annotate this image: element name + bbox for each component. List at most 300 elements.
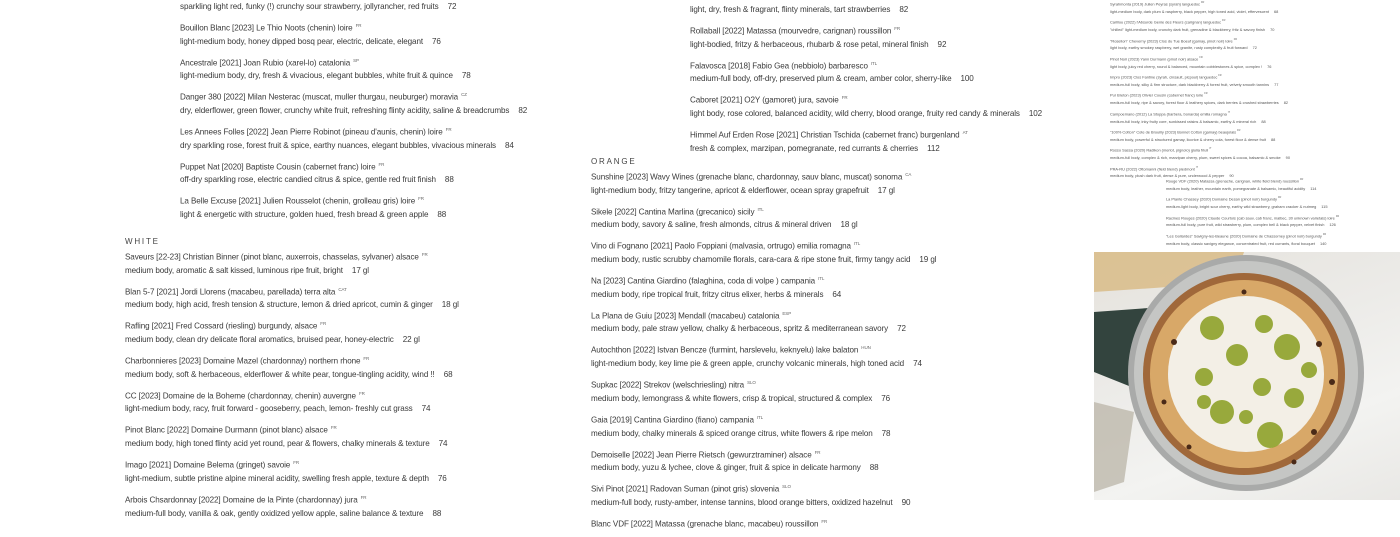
wine-price: 88 [444,175,454,185]
country-code: FR [320,321,327,327]
country-code: SP [353,57,359,63]
wine-entry [591,446,936,475]
wine-description-line [125,298,459,311]
section-heading-white: WHITE [125,237,160,246]
country-code: FR [1335,214,1340,218]
wine-description: light-medium body, key lime pie & green apple, crunchy volcanic minerals, high toned acid [591,359,905,369]
country-code: CA [905,172,912,177]
country-code: SLO [782,484,791,490]
wine-name: Bouillon Blanc [2023] Le Thio Noots (chenin) loire [180,23,353,33]
wine-title-line [125,283,459,299]
wine-name: Himmel Auf Erden Rose [2021] Christian Tschida (cabernet franc) burgenland [690,130,960,140]
wine-description-line [1110,99,1290,107]
pizza-image [1094,252,1400,500]
wine-entry [1110,109,1290,125]
wine-price: 18 gl [840,220,858,230]
wine-title-line [690,126,1042,142]
wine-description-line [1110,63,1290,71]
wine-entry [1110,145,1290,161]
wine-description: light & energetic with structure, golden hued, fresh bread & green apple [180,210,429,220]
wine-entry [180,158,527,187]
wine-name: Rollaball [2022] Matassa (mourvedre, carignan) roussillon [690,26,892,36]
wine-description: medium body, plush dark fruit, dense & pure, underwood & pepper [1110,173,1225,179]
wine-price: 17 gl [877,185,895,195]
wine-price: 77 [1274,81,1279,87]
country-code: FR [1218,74,1222,78]
wine-title-line [591,168,936,184]
wine-description-line [591,427,936,440]
wine-price: 90 [1285,155,1290,161]
wine-description-line [1110,154,1290,162]
wine-price: 126 [1329,222,1336,228]
red-list-right [1110,0,1290,182]
wine-title-line [1166,231,1339,240]
wine-name: Na [2023] Cantina Giardino (falaghina, coda di volpe ) campania [591,276,816,286]
wine-description: medium body, leather, mountain earth, pomegranate & balsamic, beautiful acidity [1166,185,1306,191]
wine-title-line [591,237,936,253]
wine-name: Puppet Nat [2020] Baptiste Cousin (cabernet franc) loire [180,162,376,172]
wine-description-line [125,437,459,450]
wine-entry [125,456,459,485]
wine-description: medium-full body, vanilla & oak, gently oxidized yellow apple, saline balance & texture [125,508,424,518]
wine-price: 88 [869,463,879,473]
wine-description-line [591,184,936,197]
wine-description-line [180,208,527,221]
pizza-photo [1094,252,1400,500]
wine-title-line [591,341,936,357]
country-code: FR [1300,178,1304,181]
wine-title-line [1110,0,1290,8]
wine-price: 88 [437,210,447,220]
wine-description-line [591,253,936,266]
wine-title-line [1110,72,1290,81]
wine-price: 18 gl [441,300,459,310]
wine-description-line [1166,185,1339,193]
wine-title-line [690,22,1042,38]
country-code: FR [1233,37,1238,41]
wine-description: medium-full body, off-dry, preserved plum & cream, amber color, sherry-like [690,74,952,84]
wine-entry [690,126,1042,155]
country-code: FR [1237,129,1241,133]
wine-title-line [180,123,527,139]
wine-entry [591,341,936,370]
wine-description: off-dry sparkling rose, electric candied citrus & spice, gentle red fruit finish [180,175,436,185]
wine-name: Pur Breton (2023) Olivier Cousin (cabernet franc) loire [1110,92,1204,98]
wine-description-line [591,288,936,301]
wine-entry [591,376,936,405]
wine-title-line [591,411,936,427]
wine-description: light-medium body, dark plum & raspberry, black pepper, high toned acid, violet, effervescent [1110,8,1269,14]
wine-title-line [591,203,936,219]
wine-description: light-medium, subtle pristine alpine mineral acidity, swelling fresh apple, texture & depth [125,473,429,483]
country-code: CAT [338,286,347,292]
wine-entry [125,283,459,312]
wine-description-line [125,402,459,415]
wine-title-line [690,91,1042,107]
wine-title-line [180,192,527,208]
wine-description-line [125,368,459,381]
wine-description-line [1110,81,1290,89]
country-code: FR [1222,19,1226,23]
wine-price: 17 gl [351,265,369,275]
country-code: FR [355,23,362,28]
country-code: ITL [818,276,825,282]
wine-title-line [1110,109,1290,118]
wine-entry [1166,194,1339,210]
wine-description: medium-full body, silky & firm structure, dark blackberry & forest fruit, velvety smooth tannins [1110,81,1270,87]
wine-name: Rosso Sassa (2020) Radikon (merlot, pignolo) giulia friuli [1110,147,1209,153]
wine-description: medium body, high acid, fresh tension & structure, lemon & dried apricot, cumin & ginger [125,300,433,310]
white-section [125,236,459,526]
wine-entry [125,317,459,346]
country-code: ITL [757,206,764,212]
wine-name: Saveurs [22-23] Christian Binner (pinot blanc, auxerrois, chasselas, sylvaner) alsace [125,252,419,262]
wine-description-line [180,139,527,152]
wine-entry [1166,231,1339,247]
wine-title-line [591,515,936,531]
wine-price: 90 [1229,173,1234,179]
wine-description: medium-full body, rusty-amber, intense tannins, blood orange bitters, oxidized hazelnut [591,497,893,507]
country-code: FR [363,356,370,362]
wine-description: light-medium body, dry, fresh & vivacious, elegant bubbles, white fruit & quince [180,71,453,81]
wine-price: 74 [421,404,431,414]
wine-entry [180,54,527,83]
wine-entry [690,57,1042,86]
wine-entry [591,272,936,301]
wine-description: medium body, yuzu & lychee, clove & ginger, fruit & spice in delicate harmony [591,463,861,473]
wine-description-line [690,142,1042,155]
wine-description: dry sparkling rose, forest fruit & spice, earthy nuances, elegant bubbles, vivacious minerals [180,140,496,150]
wine-title-line [1110,17,1290,26]
country-code: FR [358,390,365,396]
country-code: AT [962,130,968,136]
wine-title-line [125,352,459,368]
wine-name: Danger 380 [2022] Milan Nesterac (muscat, muller thurgau, neuburger) moravia [180,93,459,103]
wine-price: 68 [443,369,453,379]
wine-title-line [1110,54,1290,63]
wine-description-line [180,173,527,186]
wine-name: Ancestrale [2021] Joan Rubio (xarel-lo) catalonia [180,58,351,68]
wine-description-line [1166,221,1339,229]
wine-name: Supkac [2022] Strekov (welschriesling) nitra [591,380,745,390]
wine-description-line [591,461,936,474]
wine-description: medium-full body, complex & rich, marzipan cherry, plum, sweet spices & cocoa, balsamic & smoke [1110,155,1281,161]
wine-description-line [125,507,459,520]
wine-price: 88 [432,508,442,518]
wine-entry [1110,17,1290,33]
country-code: IT [1195,165,1199,169]
wine-description-line [591,357,936,370]
wine-title-line [1110,164,1290,173]
country-code: ITL [870,60,878,66]
wine-name: Racines Rouges (2020) Claude Courtois (cab sauv, cab franc, malbec, 30 unknown varietals) loire [1166,214,1335,220]
wine-name: Autochthon [2022] Istvan Bencze (furmint, harslevelu, keknyelu) lake balaton [591,346,859,356]
wine-entry [125,491,459,520]
wine-title-line [1166,176,1339,185]
wine-description-line [1110,26,1290,34]
wine-title-line [180,158,527,174]
wine-title-line [591,480,936,496]
wine-entry [591,237,936,266]
wine-description: medium body, aromatic & salt kissed, luminous ripe fruit, bright [125,265,343,275]
section-heading-orange: ORANGE [591,157,637,166]
country-code: IT [1227,110,1231,114]
wine-price: 72 [447,2,457,11]
wine-description-line [690,107,1042,120]
wine-title-line [125,491,459,507]
country-code: FR [821,518,828,524]
wine-entry [180,0,527,13]
wine-title-line [125,248,459,264]
country-code: FR [421,252,428,257]
wine-description: medium-light body, bright sour cherry, earthy wild strawberry, graham cracker & nutmeg [1166,204,1317,210]
wine-entry [180,192,527,221]
wine-title-line [180,19,527,35]
wine-title-line [591,272,936,288]
wine-title-line [1110,127,1290,136]
wine-name: "Rosellon" Cheverny (2023) Clos du Tue Boeuf (gamay, pinot noir) loire [1110,37,1233,43]
wine-title-line [690,57,1042,73]
wine-price: 82 [899,5,909,14]
wine-name: CC [2023] Domaine de la Boheme (chardonnay, chenin) auvergne [125,391,356,401]
wine-name: Vino di Fognano [2021] Paolo Foppiani (malvasia, ortrugo) emilia romagna [591,242,851,252]
wine-price: 19 gl [919,255,937,265]
wine-entry [591,480,936,509]
wine-name: Falavosca [2018] Fabio Gea (nebbiolo) barbaresco [690,61,868,71]
wine-name: PRA-RU (2022) Ottomanni (field blend) piedmont [1110,165,1195,171]
wine-price: 76 [437,473,447,483]
wine-description-line [591,496,936,509]
wine-description: light body, juicy red cherry, round & balanced, mountain cobblestones & spice, complex ! [1110,63,1263,69]
country-code: FR [894,26,901,31]
wine-description: light-medium body, fritzy tangerine, apricot & elderflower, ocean spray grapefruit [591,185,869,195]
wine-entry [1110,127,1290,143]
wine-name: Imago [2021] Domaine Belema (gringet) savoie [125,460,291,470]
wine-description-line [591,322,936,335]
country-code: ESP [782,310,792,316]
wine-description-line [125,472,459,485]
wine-description: "chilled" light-medium body, crunchy dark fruit, grenadine & blackberry, fritz & savory finish [1110,27,1266,33]
wine-name: La Plante Chassey (2020) Domaine Desan (pinot noir) burgundy [1166,196,1277,202]
wine-price: 78 [461,71,471,81]
country-code: FR [445,127,452,133]
wine-name: Sivi Pinot [2021] Radovan Suman (pinot gris) slovenia [591,484,780,494]
wine-entry [690,3,1042,16]
wine-name: Blan 5-7 [2021] Jordi Llorens (macabeu, parellada) terra alta [125,287,336,297]
country-code: ITL [756,414,764,420]
wine-title-line [1110,36,1290,45]
wine-entry [125,387,459,416]
wine-name: Campoemano (2012) La Stoppa (barbera, bonarda) emilia romagna [1110,111,1227,117]
wine-description: medium body, chalky minerals & spiced orange citrus, white flowers & ripe melon [591,428,873,438]
country-code: FR [1204,92,1208,96]
wine-description: medium body, powerful & structured gamay, licorice & cherry cola, forest floor & dense fruit [1110,136,1266,142]
wine-title-line [591,376,936,392]
wine-description: light body, rose colored, balanced acidity, wild cherry, blood orange, fruity red candy & minerals [690,109,1020,119]
wine-title-line [180,54,527,70]
wine-title-line [180,88,527,104]
wine-price: 22 gl [402,335,420,345]
wine-description-line [180,0,527,13]
wine-description-line [1166,240,1339,248]
wine-description-line [125,264,459,277]
wine-entry [591,203,936,232]
wine-name: "Les Gollardes" Savigny-les-Beaune (2020) Domaine de Chassorney (pinot noir) burgundy [1166,233,1322,239]
wine-description-line [1110,44,1290,52]
wine-entry [1110,0,1290,15]
wine-description: light body, earthy smokey raspberry, wet granite, rusty complexity & fruit forward [1110,45,1248,51]
wine-description: medium body, ripe tropical fruit, fritzy citrus elixer, herbs & minerals [591,289,824,299]
wine-name: "100% Cotton" Cote de Brouilly (2023) Bonnet Cotton (gamay) beaujolais [1110,129,1237,135]
wine-title-line [591,446,936,462]
wine-title-line [1110,90,1290,99]
wine-price: 74 [913,359,922,369]
wine-name: Sunshine [2023] Wavy Wines (grenache blanc, chardonnay, sauv blanc, muscat) sonoma [591,172,903,182]
wine-title-line [125,456,459,472]
country-code: FR [1200,1,1205,4]
wine-description: light-bodied, fritzy & herbaceous, rhubarb & rose petal, mineral finish [690,39,929,49]
wine-price: 76 [432,36,441,46]
country-code: ITL [853,241,861,247]
wine-price: 70 [1270,27,1275,33]
wine-price: 82 [518,106,528,116]
wine-name: Pinot Blanc [2022] Domaine Durmann (pinot blanc) alsace [125,426,328,436]
country-code: FR [1277,196,1282,200]
wine-entry [1110,72,1290,88]
country-code: FR [841,95,848,101]
wine-name: Pinot Noir (2023) Yann Durmann (pinot noir) alsace [1110,56,1199,62]
wine-name: Les Annees Folles [2022] Jean Pierre Robinot (pineau d'aunis, chenin) loire [180,127,443,137]
wine-description: medium-full body, pure fruit, wild strawberry, plum, complex bell & black pepper, velvet finish [1166,222,1325,228]
wine-entry [591,168,936,197]
wine-description: fresh & complex, marzipan, pomegranate, red currants & cherries [690,143,919,153]
wine-price: 114 [1310,185,1317,191]
wine-name: Impro (2023) Clos Fantine (syrah, cinsault, picpoul) languedoc [1110,74,1218,80]
wine-name: Carillou (2022) l'Absurde Genie des Fleurs (carignan) languedoc [1110,19,1222,25]
wine-name: Blanc VDF [2022] Matassa (grenache blanc, macabeu) roussillon [591,519,819,529]
wine-price: 112 [927,143,940,153]
wine-entry [125,352,459,381]
wine-entry [1110,90,1290,106]
wine-name: Caboret [2021] O2Y (gamoret) jura, savoie [690,96,839,106]
wine-description: medium body, lemongrass & white flowers, crisp & tropical, structured & complex [591,393,873,403]
wine-price: 88 [1261,118,1266,124]
wine-description-line [180,35,527,48]
wine-price: 82 [1283,100,1289,106]
wine-description: medium body, pale straw yellow, chalky & herbaceous, spritz & mediterranean savory [591,324,889,334]
wine-name: La Belle Excuse [2021] Julien Rousselot (chenin, grolleau gris) loire [180,197,416,207]
wine-name: Arbois Chsardonnay [2022] Domaine de la Pinte (chardonnay) jura [125,495,358,505]
wine-entry [690,91,1042,120]
wine-title-line [1166,213,1339,222]
wine-entry [591,307,936,336]
wine-name: Sikele [2022] Cantina Marlina (grecanico) sicily [591,207,755,217]
wine-description-line [1110,118,1290,126]
country-code: FR [330,425,337,431]
country-code: HUN [861,345,871,351]
wine-description: medium-full body, inky fruity core, sunkissed raisins & balsamic, earthy & mineral rich [1110,118,1257,124]
wine-price: 78 [881,428,891,438]
wine-entry [591,411,936,440]
wine-description: medium body, savory & saline, fresh almonds, citrus & mineral driven [591,220,832,230]
wine-description: medium body, high toned flinty acid yet round, pear & flowers, chalky minerals & texture [125,439,430,449]
wine-price: 74 [438,439,448,449]
wine-description: light-medium body, honey dipped bosq pear, electric, delicate, elegant [180,36,424,46]
wine-description-line [690,72,1042,85]
sparkling-list-left [180,0,527,227]
wine-name: Charbonnieres [2023] Domaine Mazel (chardonnay) northern rhone [125,356,361,366]
wine-entry [125,248,459,277]
wine-description-line [180,69,527,82]
wine-entry [1110,36,1290,52]
wine-entry [1166,213,1339,229]
wine-description: light, dry, fresh & fragrant, flinty minerals, tart strawberries [690,5,891,14]
wine-description-line [690,38,1042,51]
wine-price: 88 [1270,136,1276,142]
wine-description: medium body, soft & herbaceous, elderflower & white pear, tongue-tingling acidity, wind !! [125,369,435,379]
wine-title-line [125,387,459,403]
wine-description-line [591,392,936,405]
wine-name: La Plana de Guiu [2023] Mendall (macabeu) catalonia [591,311,780,321]
wine-title-line [125,421,459,437]
country-code: FR [1322,232,1327,236]
wine-name: Gaia [2019] Cantina Giardino (fiano) campania [591,415,754,425]
wine-description: medium-full body, ripe & savory, forest floor & leathery spices, dark berries & crushed strawberries [1110,100,1279,106]
wine-price: 115 [1321,204,1328,210]
wine-description: light-medium body, racy, fruit forward - gooseberry, peach, lemon- freshly cut grass [125,404,413,414]
wine-description: medium body, classic savigny elegance, concentrated fruit, red currants, floral bouquet [1166,240,1315,246]
wine-price: 72 [897,324,906,334]
wine-price: 64 [832,289,842,299]
wine-description-line [1110,136,1290,144]
country-code: FR [1199,55,1203,59]
wine-name: Demoiselle [2022] Jean Pierre Rietsch (gewurztraminer) alsace [591,450,812,460]
wine-title-line [125,317,459,333]
wine-description: medium body, clean dry delicate floral aromatics, bruised pear, honey-electric [125,335,394,345]
wine-price: 76 [881,393,890,403]
wine-description: dry, elderflower, green flower, crunchy white fruit, refreshing flinty acidity, saline & breadcrumbs [180,106,510,116]
wine-description: medium body, rustic scrubby chamomile florals, cara-cara & ripe stone fruit, firmy tangy acid [591,255,911,265]
wine-title-line [591,307,936,323]
red-list-right-premium [1166,176,1339,249]
wine-description-line [591,218,936,231]
orange-section [591,156,936,537]
wine-description-line [125,333,459,346]
country-code: FR [360,494,367,500]
country-code: SLO [747,380,756,386]
wine-price: 102 [1028,109,1043,119]
wine-entry [1166,176,1339,192]
wine-price: 90 [901,497,911,507]
wine-price: 76 [1267,63,1272,69]
wine-name: Rouge VDF (2020) Matassa (grenache, carignan, white field blend) roussillon [1166,178,1299,184]
wine-entry [180,19,527,48]
wine-price: 140 [1319,240,1327,246]
wine-entry [591,515,936,531]
wine-title-line [1110,145,1290,154]
wine-price: 84 [504,140,514,150]
wine-price: 100 [960,74,974,84]
wine-description: sparkling light red, funky (!) crunchy sour strawberry, jollyrancher, red fruits [180,2,439,11]
country-code: FR [378,161,385,167]
wine-price: 92 [937,39,947,49]
wine-price: 72 [1252,45,1257,51]
wine-description-line [1166,203,1339,211]
wine-name: Rafling [2021] Fred Cossard (riesling) burgundy, alsace [125,322,318,332]
country-code: IT [1209,147,1212,151]
country-code: FR [814,449,821,455]
wine-entry [180,88,527,117]
